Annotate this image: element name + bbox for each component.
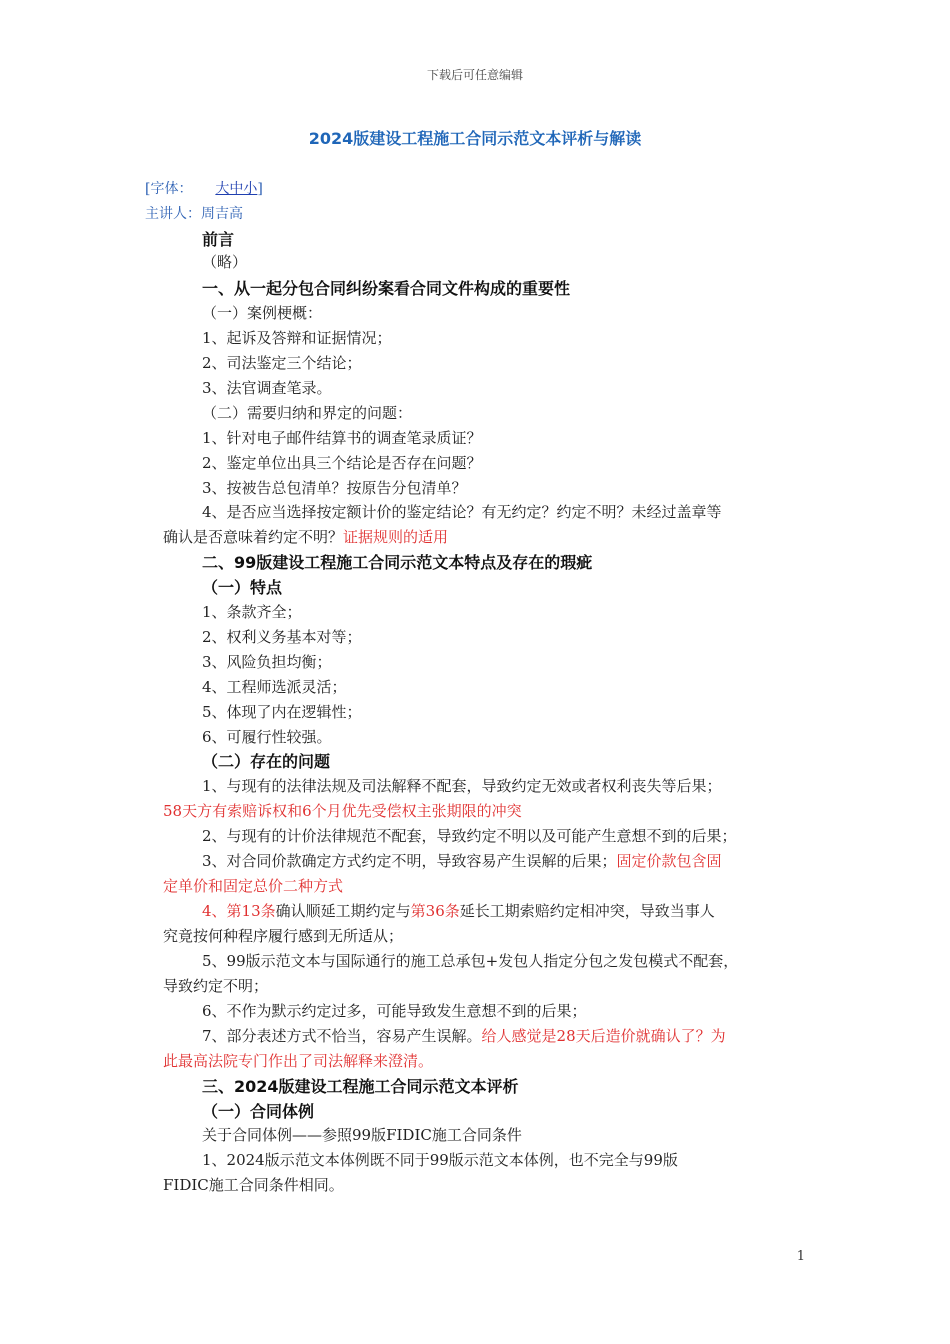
s1-question: 1、针对电子邮件结算书的调查笔录质证？ <box>202 429 482 447</box>
s2-problem-7-red-cont: 此最高法院专门作出了司法解释来澄清。 <box>163 1052 434 1070</box>
s1-question-4b-text: 确认是否意味着约定不明？ <box>163 528 344 546</box>
s2-problem-5-cont: 导致约定不明； <box>163 977 269 995</box>
s1-question-4b-red: 证据规则的适用 <box>343 528 449 546</box>
s2-problem-4-num: 4、 <box>202 902 227 920</box>
s1-item: 3、法官调查笔录。 <box>202 379 332 397</box>
s2-problem-7-text: 7、部分表述方式不恰当，容易产生误解。 <box>202 1027 482 1045</box>
s3-line-2a: 1、2024版示范文本体例既不同于99版示范文本体例，也不完全与99版 <box>202 1151 678 1169</box>
s1-item: 2、司法鉴定三个结论； <box>202 354 362 372</box>
s2-problem-4 <box>202 900 715 921</box>
s2-problem-3-red-cont: 定单价和固定总价二种方式 <box>163 877 344 895</box>
speaker-line: 主讲人：周吉高 <box>145 206 243 222</box>
s2-sub1: （一）特点 <box>202 578 283 597</box>
s2-problem-4-end: 延长工期索赔约定相冲突，导致当事人 <box>459 902 715 920</box>
s1-sub1: （一）案例梗概： <box>202 304 323 322</box>
s2-feature: 2、权利义务基本对等； <box>202 628 362 646</box>
s1-sub2: （二）需要归纳和界定的问题： <box>202 404 413 422</box>
section-2-heading: 二、99版建设工程施工合同示范文本特点及存在的瑕疵 <box>202 553 593 572</box>
s1-question: 2、鉴定单位出具三个结论是否存在问题？ <box>202 454 482 472</box>
s2-problem-3-red: 固定价款包含固 <box>616 852 722 870</box>
preface-note: （略） <box>202 253 248 271</box>
s2-problem-4-cont: 究竟按何种程序履行感到无所适从； <box>163 927 404 945</box>
section-1-heading: 一、从一起分包合同纠纷案看合同文件构成的重要性 <box>202 279 571 298</box>
s1-question-4b <box>163 526 448 547</box>
font-size-control <box>145 178 263 198</box>
s2-feature: 6、可履行性较强。 <box>202 728 332 746</box>
page-number: 1 <box>796 1249 805 1264</box>
s3-sub1: （一）合同体例 <box>202 1102 315 1121</box>
s2-problem-4-mid: 确认顺延工期约定与 <box>275 902 411 920</box>
s2-problem-7-red: 给人感觉是28天后造价就确认了？为 <box>481 1027 726 1045</box>
s1-item: 1、起诉及答辩和证据情况； <box>202 329 392 347</box>
article-13-ref: 第13条 <box>226 902 276 920</box>
s2-problem-3 <box>202 850 722 871</box>
s2-feature: 4、工程师选派灵活； <box>202 678 347 696</box>
s1-question-4a: 4、是否应当选择按定额计价的鉴定结论？有无约定？约定不明？未经过盖章等 <box>202 503 722 521</box>
s2-feature: 5、体现了内在逻辑性； <box>202 703 362 721</box>
s2-problem-1-note: 58天方有索赔诉权和6个月优先受偿权主张期限的冲突 <box>163 802 522 820</box>
s2-feature: 1、条款齐全； <box>202 603 302 621</box>
s2-problem-1: 1、与现有的法律法规及司法解释不配套，导致约定无效或者权利丧失等后果； <box>202 777 722 795</box>
s2-problem-6: 6、不作为默示约定过多，可能导致发生意想不到的后果； <box>202 1002 587 1020</box>
font-size-link[interactable]: 大中小 <box>215 181 258 197</box>
s2-problem-7 <box>202 1025 726 1046</box>
s3-line-2b: FIDIC施工合同条件相同。 <box>163 1176 344 1194</box>
page-header: 下载后可任意编辑 <box>426 68 523 82</box>
article-36-ref: 第36条 <box>410 902 460 920</box>
font-size-close: ] <box>257 181 263 197</box>
s2-sub2: （二）存在的问题 <box>202 752 331 771</box>
s1-question: 3、按被告总包清单？按原告分包清单？ <box>202 479 467 497</box>
s2-problem-2: 2、与现有的计价法律规范不配套，导致约定不明以及可能产生意想不到的后果； <box>202 827 737 845</box>
section-3-heading: 三、2024版建设工程施工合同示范文本评析 <box>202 1077 519 1096</box>
document-title: 2024版建设工程施工合同示范文本评析与解读 <box>308 129 642 148</box>
font-size-label: [字体： <box>145 181 193 197</box>
preface-heading: 前言 <box>202 230 235 249</box>
s2-problem-3-text: 3、对合同价款确定方式约定不明，导致容易产生误解的后果； <box>202 852 617 870</box>
s3-line-1: 关于合同体例——参照99版FIDIC施工合同条件 <box>202 1126 522 1144</box>
s2-problem-5: 5、99版示范文本与国际通行的施工总承包+发包人指定分包之发包模式不配套， <box>202 952 739 970</box>
s2-feature: 3、风险负担均衡； <box>202 653 332 671</box>
